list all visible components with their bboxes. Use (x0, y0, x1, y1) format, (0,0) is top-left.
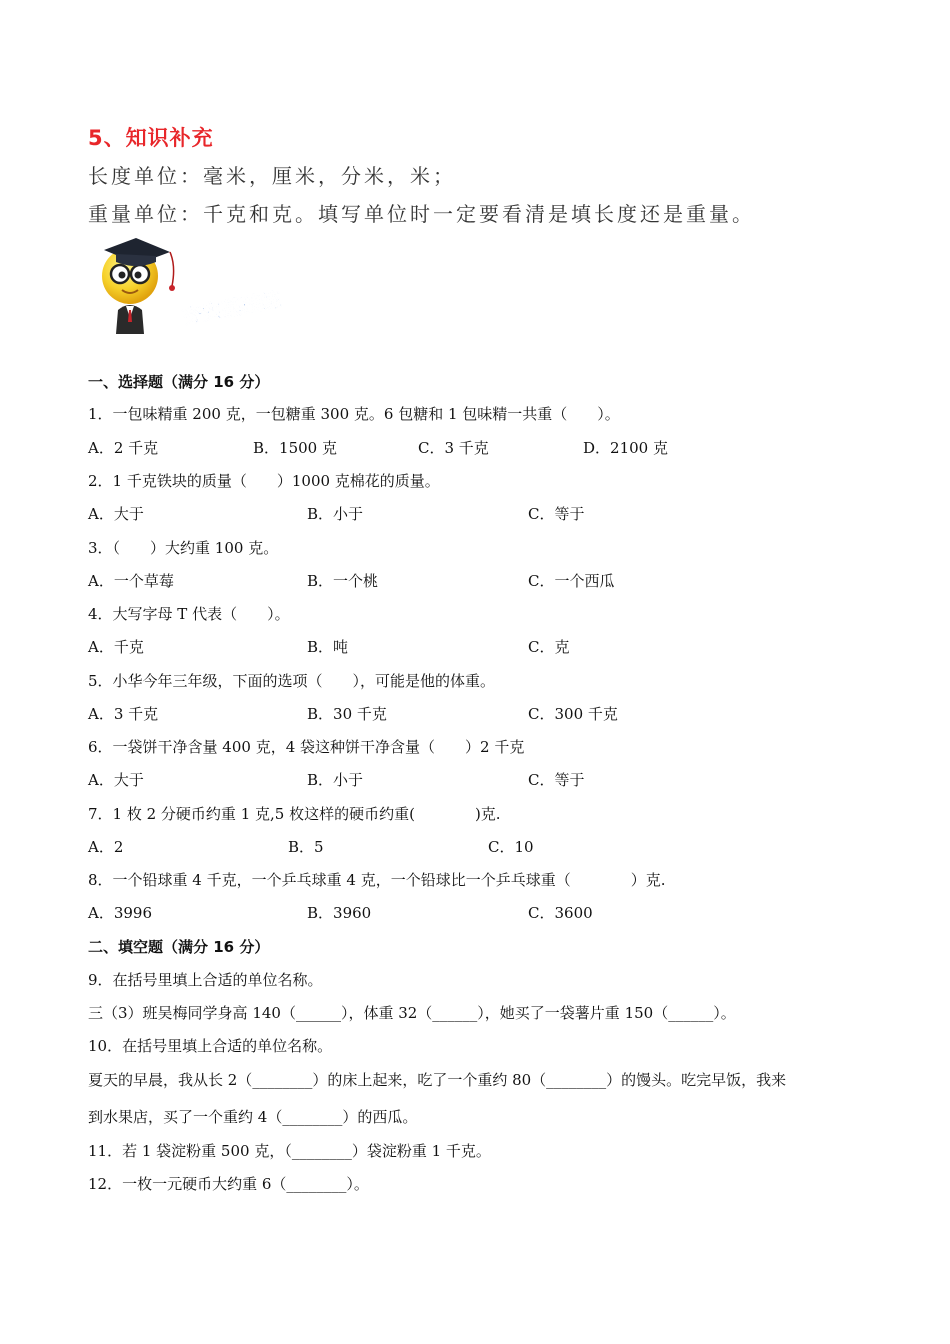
question-11: 11．若 1 袋淀粉重 500 克，（________）袋淀粉重 1 千克。 (88, 1142, 491, 1160)
q1-option-c: C．3 千克 (418, 439, 489, 457)
section-fill-title: 二、填空题（满分 16 分） (88, 938, 270, 956)
q4-option-c: C．克 (528, 638, 570, 656)
section-choice-title: 一、选择题（满分 16 分） (88, 373, 270, 391)
banner-text: 夯实基础练 (180, 287, 284, 329)
q2-option-c: C．等于 (528, 505, 585, 523)
question-7: 7．1 枚 2 分硬币约重 1 克,5 枚这样的硬币约重( )克. (88, 805, 501, 823)
q7-option-b: B．5 (288, 838, 324, 856)
q7-option-a: A．2 (88, 838, 124, 856)
question-9-line: 三（3）班吴梅同学身高 140（______），体重 32（______），她买了一袋薯片重 150（______）。 (88, 1004, 736, 1022)
question-8: 8．一个铅球重 4 千克，一个乒乓球重 4 克，一个铅球比一个乒乓球重（ ）克. (88, 871, 666, 889)
question-3: 3．（ ）大约重 100 克。 (88, 539, 279, 557)
q1-option-a: A．2 千克 (88, 439, 159, 457)
q4-option-b: B．吨 (307, 638, 349, 656)
q5-option-a: A．3 千克 (88, 705, 159, 723)
q1-option-d: D．2100 克 (583, 439, 668, 457)
q6-option-c: C．等于 (528, 771, 585, 789)
q8-option-a: A．3996 (88, 904, 153, 922)
q3-option-a: A．一个草莓 (88, 572, 174, 590)
knowledge-line-length: 长度单位：毫米，厘米，分米，米； (88, 164, 456, 188)
q8-option-c: C．3600 (528, 904, 593, 922)
q8-option-b: B．3960 (307, 904, 372, 922)
q3-option-c: C．一个西瓜 (528, 572, 615, 590)
question-6: 6．一袋饼干净含量 400 克，4 袋这种饼干净含量（ ）2 千克 (88, 738, 525, 756)
question-10-line-1: 夏天的早晨，我从长 2（________）的床上起来，吃了一个重约 80（________）的馒头。吃完早饭，我来 (88, 1071, 787, 1089)
q5-option-b: B．30 千克 (307, 705, 387, 723)
q2-option-b: B．小于 (307, 505, 364, 523)
question-12: 12．一枚一元硬币大约重 6（________）。 (88, 1175, 369, 1193)
q7-option-c: C．10 (488, 838, 534, 856)
q1-option-b: B．1500 克 (253, 439, 337, 457)
mascot-illustration (96, 226, 306, 338)
q3-option-b: B．一个桃 (307, 572, 379, 590)
question-2: 2．1 千克铁块的质量（ ）1000 克棉花的质量。 (88, 472, 440, 490)
q4-option-a: A．千克 (88, 638, 144, 656)
question-1: 1．一包味精重 200 克，一包糖重 300 克。6 包糖和 1 包味精一共重（ ）。 (88, 405, 620, 423)
question-9: 9．在括号里填上合适的单位名称。 (88, 971, 323, 989)
question-10-line-2: 到水果店，买了一个重约 4（________）的西瓜。 (88, 1108, 418, 1126)
q6-option-a: A．大于 (88, 771, 144, 789)
q2-option-a: A．大于 (88, 505, 144, 523)
knowledge-line-weight: 重量单位：千克和克。填写单位时一定要看清是填长度还是重量。 (88, 202, 755, 226)
question-10: 10．在括号里填上合适的单位名称。 (88, 1037, 333, 1055)
q5-option-c: C．300 千克 (528, 705, 618, 723)
question-4: 4．大写字母 T 代表（ ）。 (88, 605, 290, 623)
question-5: 5．小华今年三年级，下面的选项（ ），可能是他的体重。 (88, 672, 496, 690)
knowledge-title: 5、知识补充 (88, 126, 214, 150)
q6-option-b: B．小于 (307, 771, 364, 789)
